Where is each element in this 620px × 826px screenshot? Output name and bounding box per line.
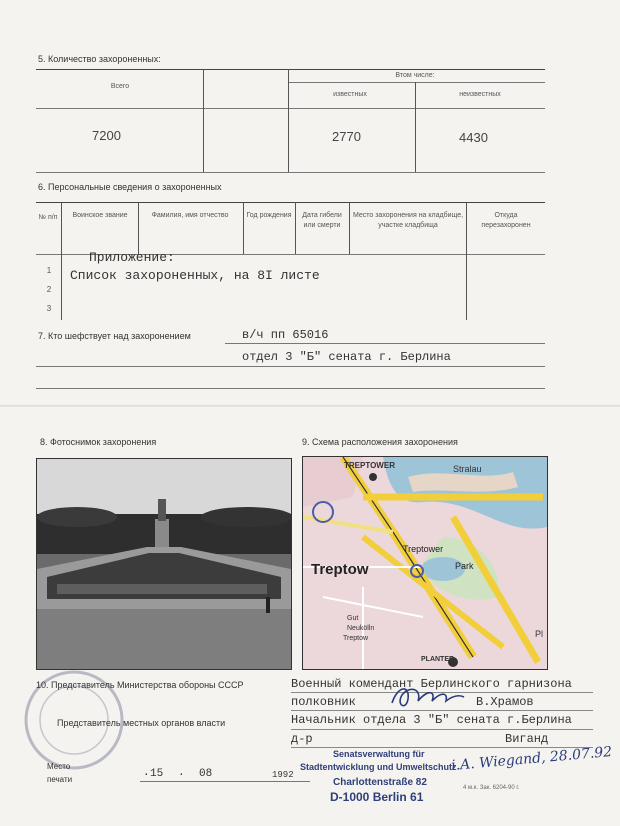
col-from-header: Откуда перезахоронен [481, 212, 531, 229]
signature-khramov [388, 683, 466, 713]
col-num-header: № п/п [38, 214, 58, 221]
col-birth-header: Год рождения [246, 212, 292, 219]
table6-divider [243, 202, 244, 254]
section7-line [36, 366, 545, 367]
row-number: 1 [46, 266, 52, 275]
date-line [140, 781, 310, 782]
print-code: 4 м.к. Зак. 6204-90 г. [463, 785, 520, 791]
row-number: 2 [46, 285, 52, 294]
local-rep-label: Представитель местных органов власти [57, 718, 226, 728]
map-label: Gut [347, 615, 359, 622]
table5-bottom-line [36, 172, 545, 173]
date-dot: . [178, 767, 185, 779]
map-label: PLANTER [421, 656, 455, 663]
commandant-title: Военный комендант Берлинского гарнизона [291, 677, 572, 691]
signature-line [291, 747, 593, 748]
map-label: Pl [535, 629, 544, 639]
table5-divider [288, 69, 289, 172]
commandant-name: В.Храмов [476, 695, 534, 709]
map-label: Neukölln [347, 625, 375, 632]
appendix-title: Приложение: [89, 250, 175, 265]
paper-fold [0, 405, 620, 407]
date-month: 08 [199, 768, 213, 780]
map-label: Treptower [403, 544, 444, 554]
col-name-header: Фамилия, имя отчество [151, 212, 229, 219]
total-value: 7200 [92, 128, 121, 143]
senate-official-name: Виганд [505, 732, 549, 746]
date-day: 15 [150, 768, 164, 780]
date-dot: . [143, 767, 150, 779]
table5-divider [415, 82, 416, 172]
senate-stamp-line: Senatsverwaltung für [333, 749, 425, 759]
col-including-header: Втом числе: [395, 72, 435, 79]
known-value: 2770 [332, 129, 361, 144]
section10-title: 10. Представитель Министерства обороны СССР [36, 680, 244, 690]
section7-title: 7. Кто шефствует над захоронением [38, 331, 191, 341]
map-label: Treptow [343, 635, 369, 642]
seal-label: печати [47, 775, 73, 784]
map-label: TREPTOWER [344, 461, 395, 470]
section6-title: 6. Персональные сведения о захороненных [38, 182, 222, 192]
table6-divider [466, 202, 467, 320]
table6-divider [138, 202, 139, 254]
location-map [302, 456, 548, 670]
section7-line [36, 388, 545, 389]
section5-title: 5. Количество захороненных: [38, 54, 161, 64]
table5-sub-line [288, 82, 545, 83]
map-label: Park [455, 561, 474, 571]
unknown-value: 4430 [459, 130, 488, 145]
patron-unit: в/ч пп 65016 [242, 328, 329, 342]
col-total-header: Всего [110, 83, 130, 90]
senate-rank: д-р [291, 732, 313, 746]
section7-line [225, 343, 545, 344]
col-death-header: Дата гибели или смерти [302, 212, 342, 229]
date-year: 1992 [272, 770, 294, 780]
row-number: 3 [46, 304, 52, 313]
memorial-photo [36, 458, 292, 670]
section8-title: 8. Фотоснимок захоронения [40, 437, 157, 447]
senate-stamp-line: D-1000 Berlin 61 [330, 790, 424, 804]
commandant-rank: полковник [291, 695, 356, 709]
senate-dept-title: Начальник отдела 3 "Б" сената г.Берлина [291, 713, 572, 727]
senate-stamp-line: Charlottenstraße 82 [333, 777, 427, 788]
table5-header-line [36, 108, 545, 109]
handwritten-signature: i.A. Wiegand, 28.07.92 [450, 743, 613, 774]
col-known-header: известных [333, 91, 367, 98]
section9-title: 9. Схема расположения захоронения [302, 437, 458, 447]
table6-top-line [36, 202, 545, 203]
patron-department: отдел 3 "Б" сената г. Берлина [242, 350, 451, 364]
col-rank-header: Воинское звание [72, 212, 128, 219]
senate-stamp-line: Stadtentwicklung und Umweltschutz [300, 762, 457, 772]
place-label: Место [47, 762, 71, 771]
col-unknown-header: неизвестных [459, 91, 501, 98]
table5-divider [203, 69, 204, 172]
signature-line [291, 729, 593, 730]
map-label: Treptow [311, 561, 369, 578]
col-place-header: Место захоронения на кладбище, участке кладбища [352, 212, 464, 229]
appendix-text: Список захороненных, на 8I листе [70, 268, 320, 283]
table6-divider [61, 202, 62, 320]
table5-top-line [36, 69, 545, 70]
map-label: Stralau [453, 464, 482, 474]
table6-divider [349, 202, 350, 254]
